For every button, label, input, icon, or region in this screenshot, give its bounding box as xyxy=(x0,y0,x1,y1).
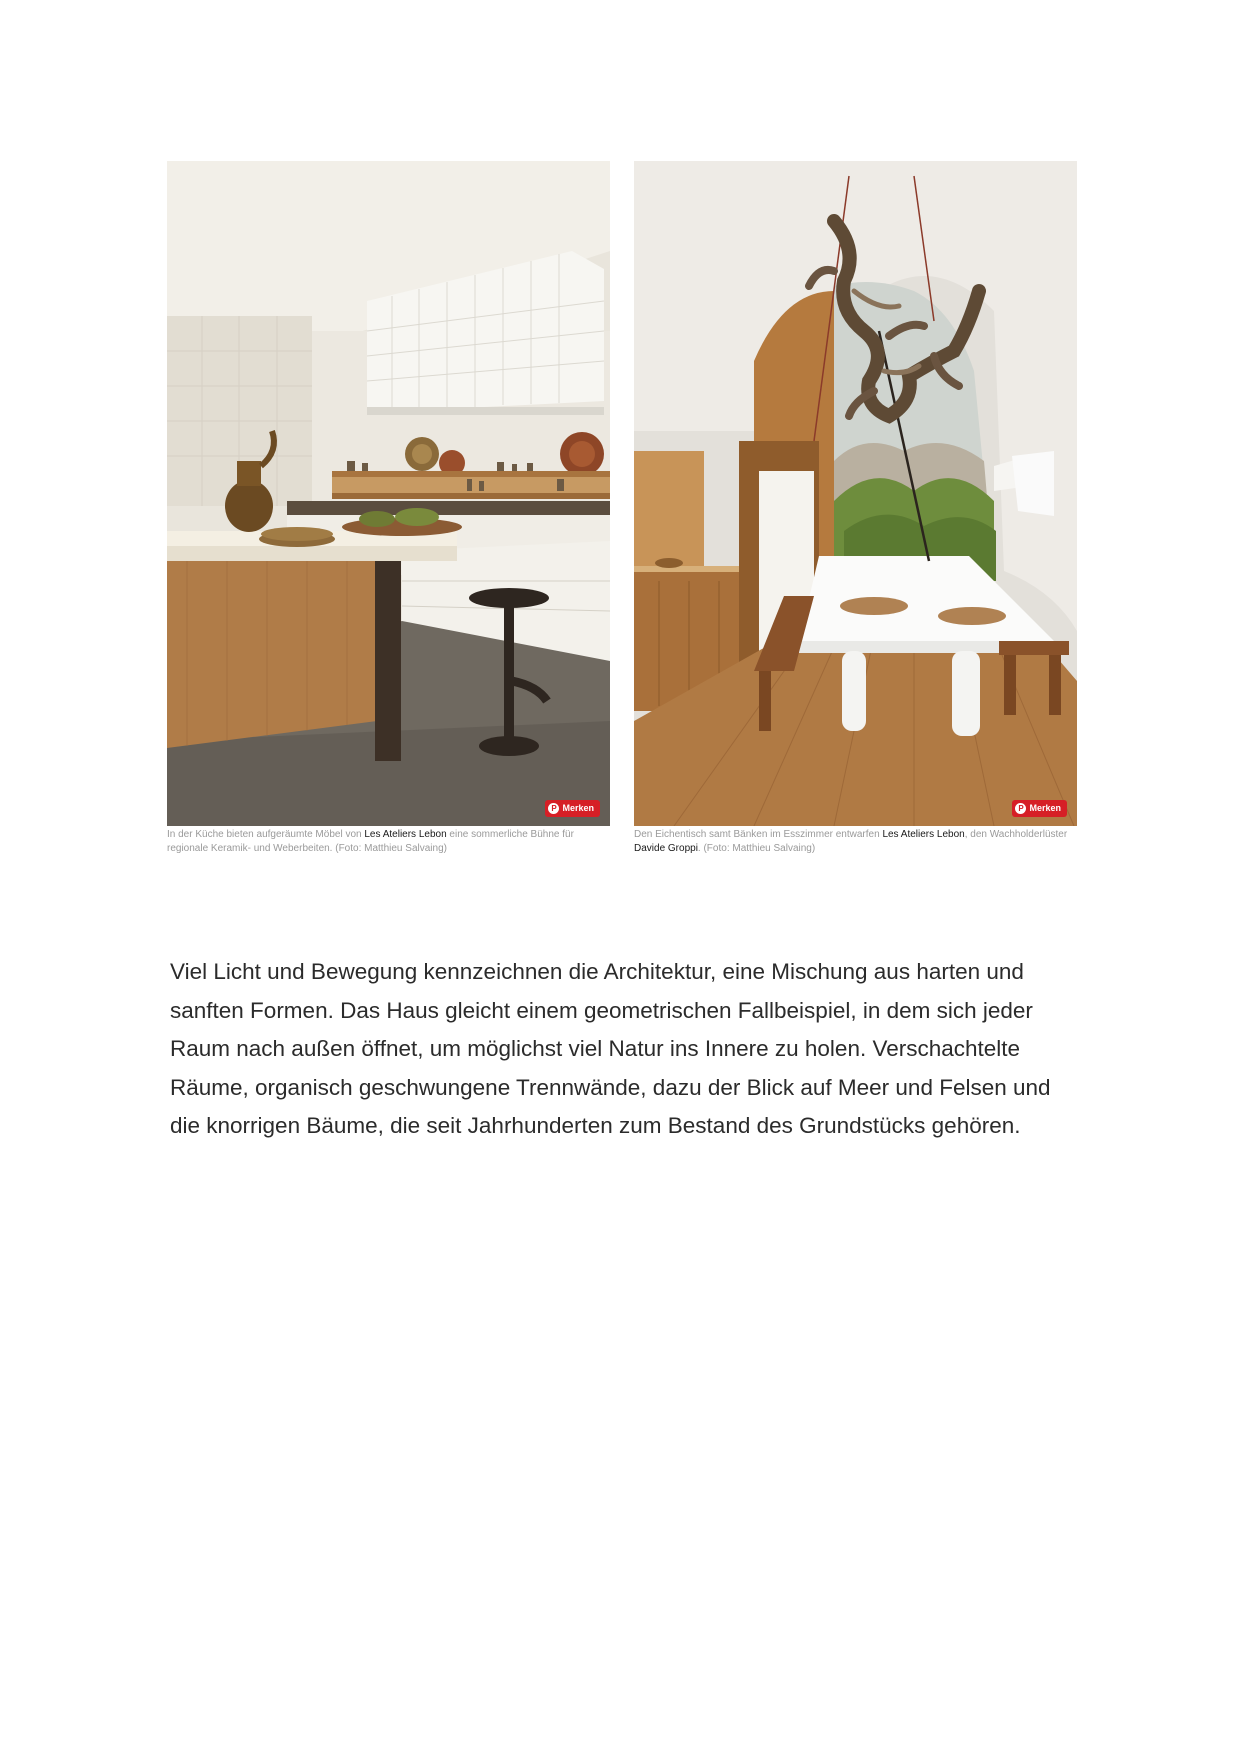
pinterest-icon: P xyxy=(1015,803,1026,814)
dining-room-photo xyxy=(634,161,1077,826)
designer-link[interactable]: Les Ateliers Lebon xyxy=(364,829,447,840)
dining-room-illustration xyxy=(634,161,1077,826)
kitchen-photo xyxy=(167,161,610,826)
photo-caption xyxy=(167,828,612,856)
caption-text: , den Wachholderlüster xyxy=(964,829,1068,840)
caption-text: In der Küche bieten aufgeräumte Möbel von xyxy=(167,829,365,840)
caption-text: eine sommerliche Bühne für regionale Keramik- und Weberbeiten. (Foto: Matthieu Salvaing) xyxy=(167,829,574,854)
caption-text: Den Eichentisch samt Bänken im Esszimmer entwarfen xyxy=(634,829,883,840)
pinterest-icon: P xyxy=(548,803,559,814)
photo-caption xyxy=(634,828,1079,856)
article-paragraph: Viel Licht und Bewegung kennzeichnen die Architektur, eine Mischung aus harten und sanften Formen. Das Haus gleicht einem geometrischen Fallbeispiel, in dem sich jeder Raum nach außen öffnet, um möglichst viel Natur ins Innere zu holen. Verschachtelte Räume, organisch geschwungene Trennwände, dazu der Blick auf Meer und Felsen und die knorrigen Bäume, die seit Jahrhunderten zum Bestand des Grundstücks gehören. xyxy=(170,959,1051,1138)
save-button-label: Merken xyxy=(1029,803,1061,813)
kitchen-illustration xyxy=(167,161,610,826)
save-button-label: Merken xyxy=(562,803,594,813)
designer-link[interactable]: Davide Groppi xyxy=(634,843,698,854)
caption-text: . (Foto: Matthieu Salvaing) xyxy=(697,843,816,854)
save-button[interactable] xyxy=(1012,800,1067,817)
save-button[interactable] xyxy=(545,800,600,817)
designer-link[interactable]: Les Ateliers Lebon xyxy=(882,829,965,840)
